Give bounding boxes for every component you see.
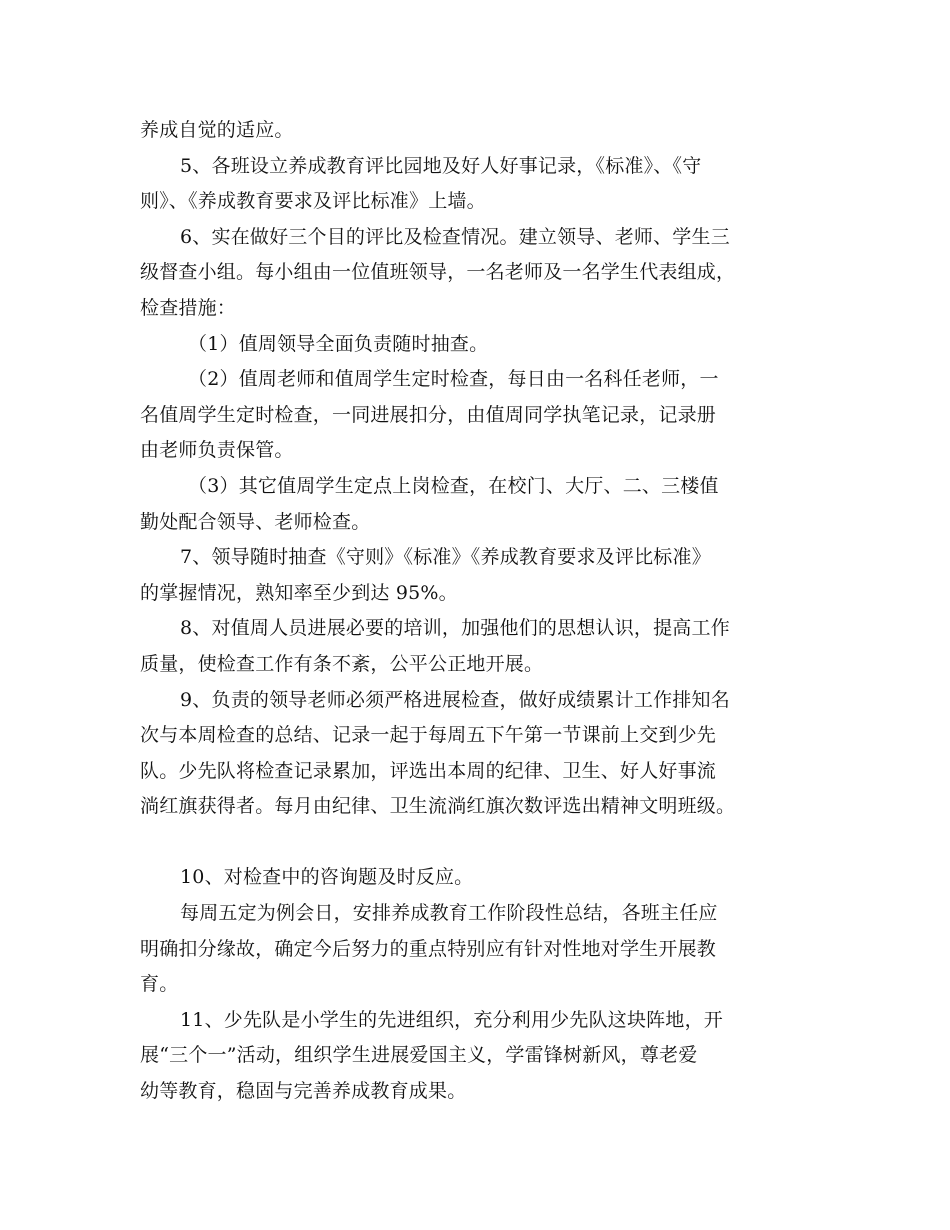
paragraph-5-line-2: 则》、《养成教育要求及评比标准》上墙。 xyxy=(140,190,486,213)
paragraph-10b-line-3: 育。 xyxy=(140,973,179,996)
paragraph-6-line-1: 6、实在做好三个目的评比及检查情况。建立领导、老师、学生三 xyxy=(180,225,730,248)
paragraph-9-line-3: 队。少先队将检查记录累加，评选出本周的纪律、卫生、好人好事流 xyxy=(140,759,717,782)
paragraph-8-line-2: 质量，使检查工作有条不紊，公平公正地开展。 xyxy=(140,652,544,675)
paragraph-9-line-4: 淌红旗获得者。每月由纪律、卫生流淌红旗次数评选出精神文明班级。 xyxy=(140,795,736,818)
paragraph-5-line-1: 5、各班设立养成教育评比园地及好人好事记录，《标准》、《守 xyxy=(180,154,702,177)
item-1-line-1: （1）值周领导全面负责随时抽查。 xyxy=(188,332,489,355)
document-body xyxy=(140,113,830,1110)
paragraph-7-line-1: 7、领导随时抽查《守则》《标准》《养成教育要求及评比标准》 xyxy=(180,546,711,569)
item-3-line-1: （3）其它值周学生定点上岗检查，在校门、大厅、二、三楼值 xyxy=(188,474,719,497)
text-line: 养成自觉的适应。 xyxy=(140,119,294,141)
paragraph-7-line-2: 的掌握情况，熟知率至少到达 95%。 xyxy=(140,581,458,604)
paragraph-6-line-2: 级督查小组。每小组由一位值班领导，一名老师及一名学生代表组成， xyxy=(140,261,736,284)
item-2-line-1: （2）值周老师和值周学生定时检查，每日由一名科任老师，一 xyxy=(188,368,719,391)
paragraph-11-line-2: 展“三个一”活动，组织学生进展爱国主义，学雷锋树新风，尊老爱 xyxy=(140,1044,698,1067)
item-3-line-2: 勤处配合领导、老师检查。 xyxy=(140,510,371,533)
paragraph-11-line-1: 11、少先队是小学生的先进组织，充分利用少先队这块阵地，开 xyxy=(180,1008,723,1031)
paragraph-10b-line-1: 每周五定为例会日，安排养成教育工作阶段性总结，各班主任应 xyxy=(180,902,718,925)
paragraph-11-line-3: 幼等教育，稳固与完善养成教育成果。 xyxy=(140,1080,467,1103)
paragraph-6-line-3: 检查措施： xyxy=(140,296,237,319)
paragraph-10b-line-2: 明确扣分缘故，确定今后努力的重点特别应有针对性地对学生开展教 xyxy=(140,937,717,960)
item-2-line-3: 由老师负责保管。 xyxy=(140,439,294,462)
paragraph-8-line-1: 8、对值周人员进展必要的培训，加强他们的思想认识，提高工作 xyxy=(180,617,730,640)
blank-line xyxy=(140,825,830,861)
paragraph-10-line-1: 10、对检查中的咨询题及时反应。 xyxy=(180,866,474,889)
paragraph-9-line-2: 次与本周检查的总结、记录一起于每周五下午第一节课前上交到少先 xyxy=(140,724,717,747)
paragraph-9-line-1: 9、负责的领导老师必须严格进展检查，做好成绩累计工作排知名 xyxy=(180,688,730,711)
item-2-line-2: 名值周学生定时检查，一同进展扣分，由值周同学执笔记录，记录册 xyxy=(140,403,717,426)
